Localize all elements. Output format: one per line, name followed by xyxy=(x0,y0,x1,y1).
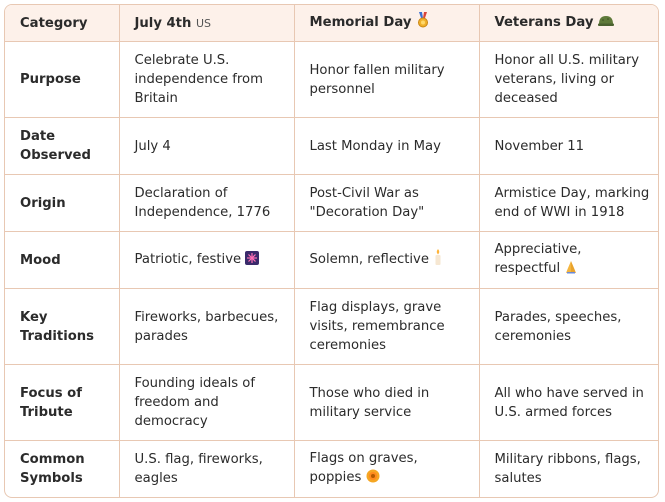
row-label: Focus of Tribute xyxy=(5,365,119,441)
header-category xyxy=(5,5,119,42)
row-label: Mood xyxy=(5,232,119,289)
candle-icon xyxy=(433,249,443,271)
header-veterans-day xyxy=(479,5,659,42)
cell-veterans: Parades, speeches, ceremonies xyxy=(479,289,659,365)
row-label: Common Symbols xyxy=(5,441,119,498)
cell-july: U.S. flag, fireworks, eagles xyxy=(119,441,294,498)
table-row xyxy=(5,118,659,175)
cell-veterans: Military ribbons, flags, salutes xyxy=(494,452,641,487)
praying-hands-icon xyxy=(564,260,578,280)
table-row xyxy=(5,289,659,365)
cell-july: Celebrate U.S. independence from Britain xyxy=(119,42,294,118)
header-category-label: Category xyxy=(20,15,88,31)
table-row xyxy=(5,175,659,232)
cell-memorial-text: Solemn, reflective xyxy=(309,252,429,267)
cell-memorial: Those who died in military service xyxy=(294,365,479,441)
holiday-comparison-table xyxy=(5,5,659,498)
table-row xyxy=(5,441,659,498)
table-header-row xyxy=(5,5,659,42)
cell-july: Fireworks, barbecues, parades xyxy=(119,289,294,365)
table-row xyxy=(5,232,659,289)
row-label: Key Traditions xyxy=(5,289,119,365)
cell-veterans xyxy=(479,232,659,289)
header-memorial-label: Memorial Day xyxy=(309,15,412,30)
cell-veterans-text: Appreciative, respectful xyxy=(494,242,582,276)
fireworks-icon xyxy=(245,251,259,271)
flower-icon xyxy=(366,469,380,489)
us-flag-icon: US xyxy=(195,16,212,30)
cell-july xyxy=(119,232,294,289)
military-helmet-icon xyxy=(598,14,614,34)
cell-veterans: All who have served in U.S. armed forces xyxy=(479,365,659,441)
header-memorial-day xyxy=(294,5,479,42)
cell-memorial xyxy=(294,232,479,289)
cell-july-text: Patriotic, festive xyxy=(134,251,242,267)
comparison-table-container xyxy=(4,4,659,498)
table-row xyxy=(5,365,659,441)
cell-veterans: November 11 xyxy=(479,118,659,175)
row-label: Purpose xyxy=(5,42,119,118)
header-july-4th xyxy=(119,5,294,42)
header-july-label: July 4th xyxy=(134,15,192,31)
cell-veterans: Armistice Day, marking end of WWI in 1918 xyxy=(479,175,659,232)
cell-memorial: Honor fallen military personnel xyxy=(294,42,479,118)
header-veterans-label: Veterans Day xyxy=(494,14,594,30)
table-row xyxy=(5,42,659,118)
military-medal-icon xyxy=(416,12,430,34)
cell-memorial: Post-Civil War as "Decoration Day" xyxy=(294,175,479,232)
cell-july: Declaration of Independence, 1776 xyxy=(119,175,294,232)
cell-veterans: Honor all U.S. military veterans, living or deceased xyxy=(479,42,659,118)
row-label: Origin xyxy=(5,175,119,232)
cell-memorial xyxy=(294,441,479,498)
cell-july: July 4 xyxy=(119,118,294,175)
row-label: Date Observed xyxy=(5,118,119,175)
cell-july: Founding ideals of freedom and democracy xyxy=(119,365,294,441)
cell-memorial: Flag displays, grave visits, remembrance ceremonies xyxy=(294,289,479,365)
cell-memorial: Last Monday in May xyxy=(294,118,479,175)
cell-memorial-text: Flags on graves, poppies xyxy=(309,451,418,486)
